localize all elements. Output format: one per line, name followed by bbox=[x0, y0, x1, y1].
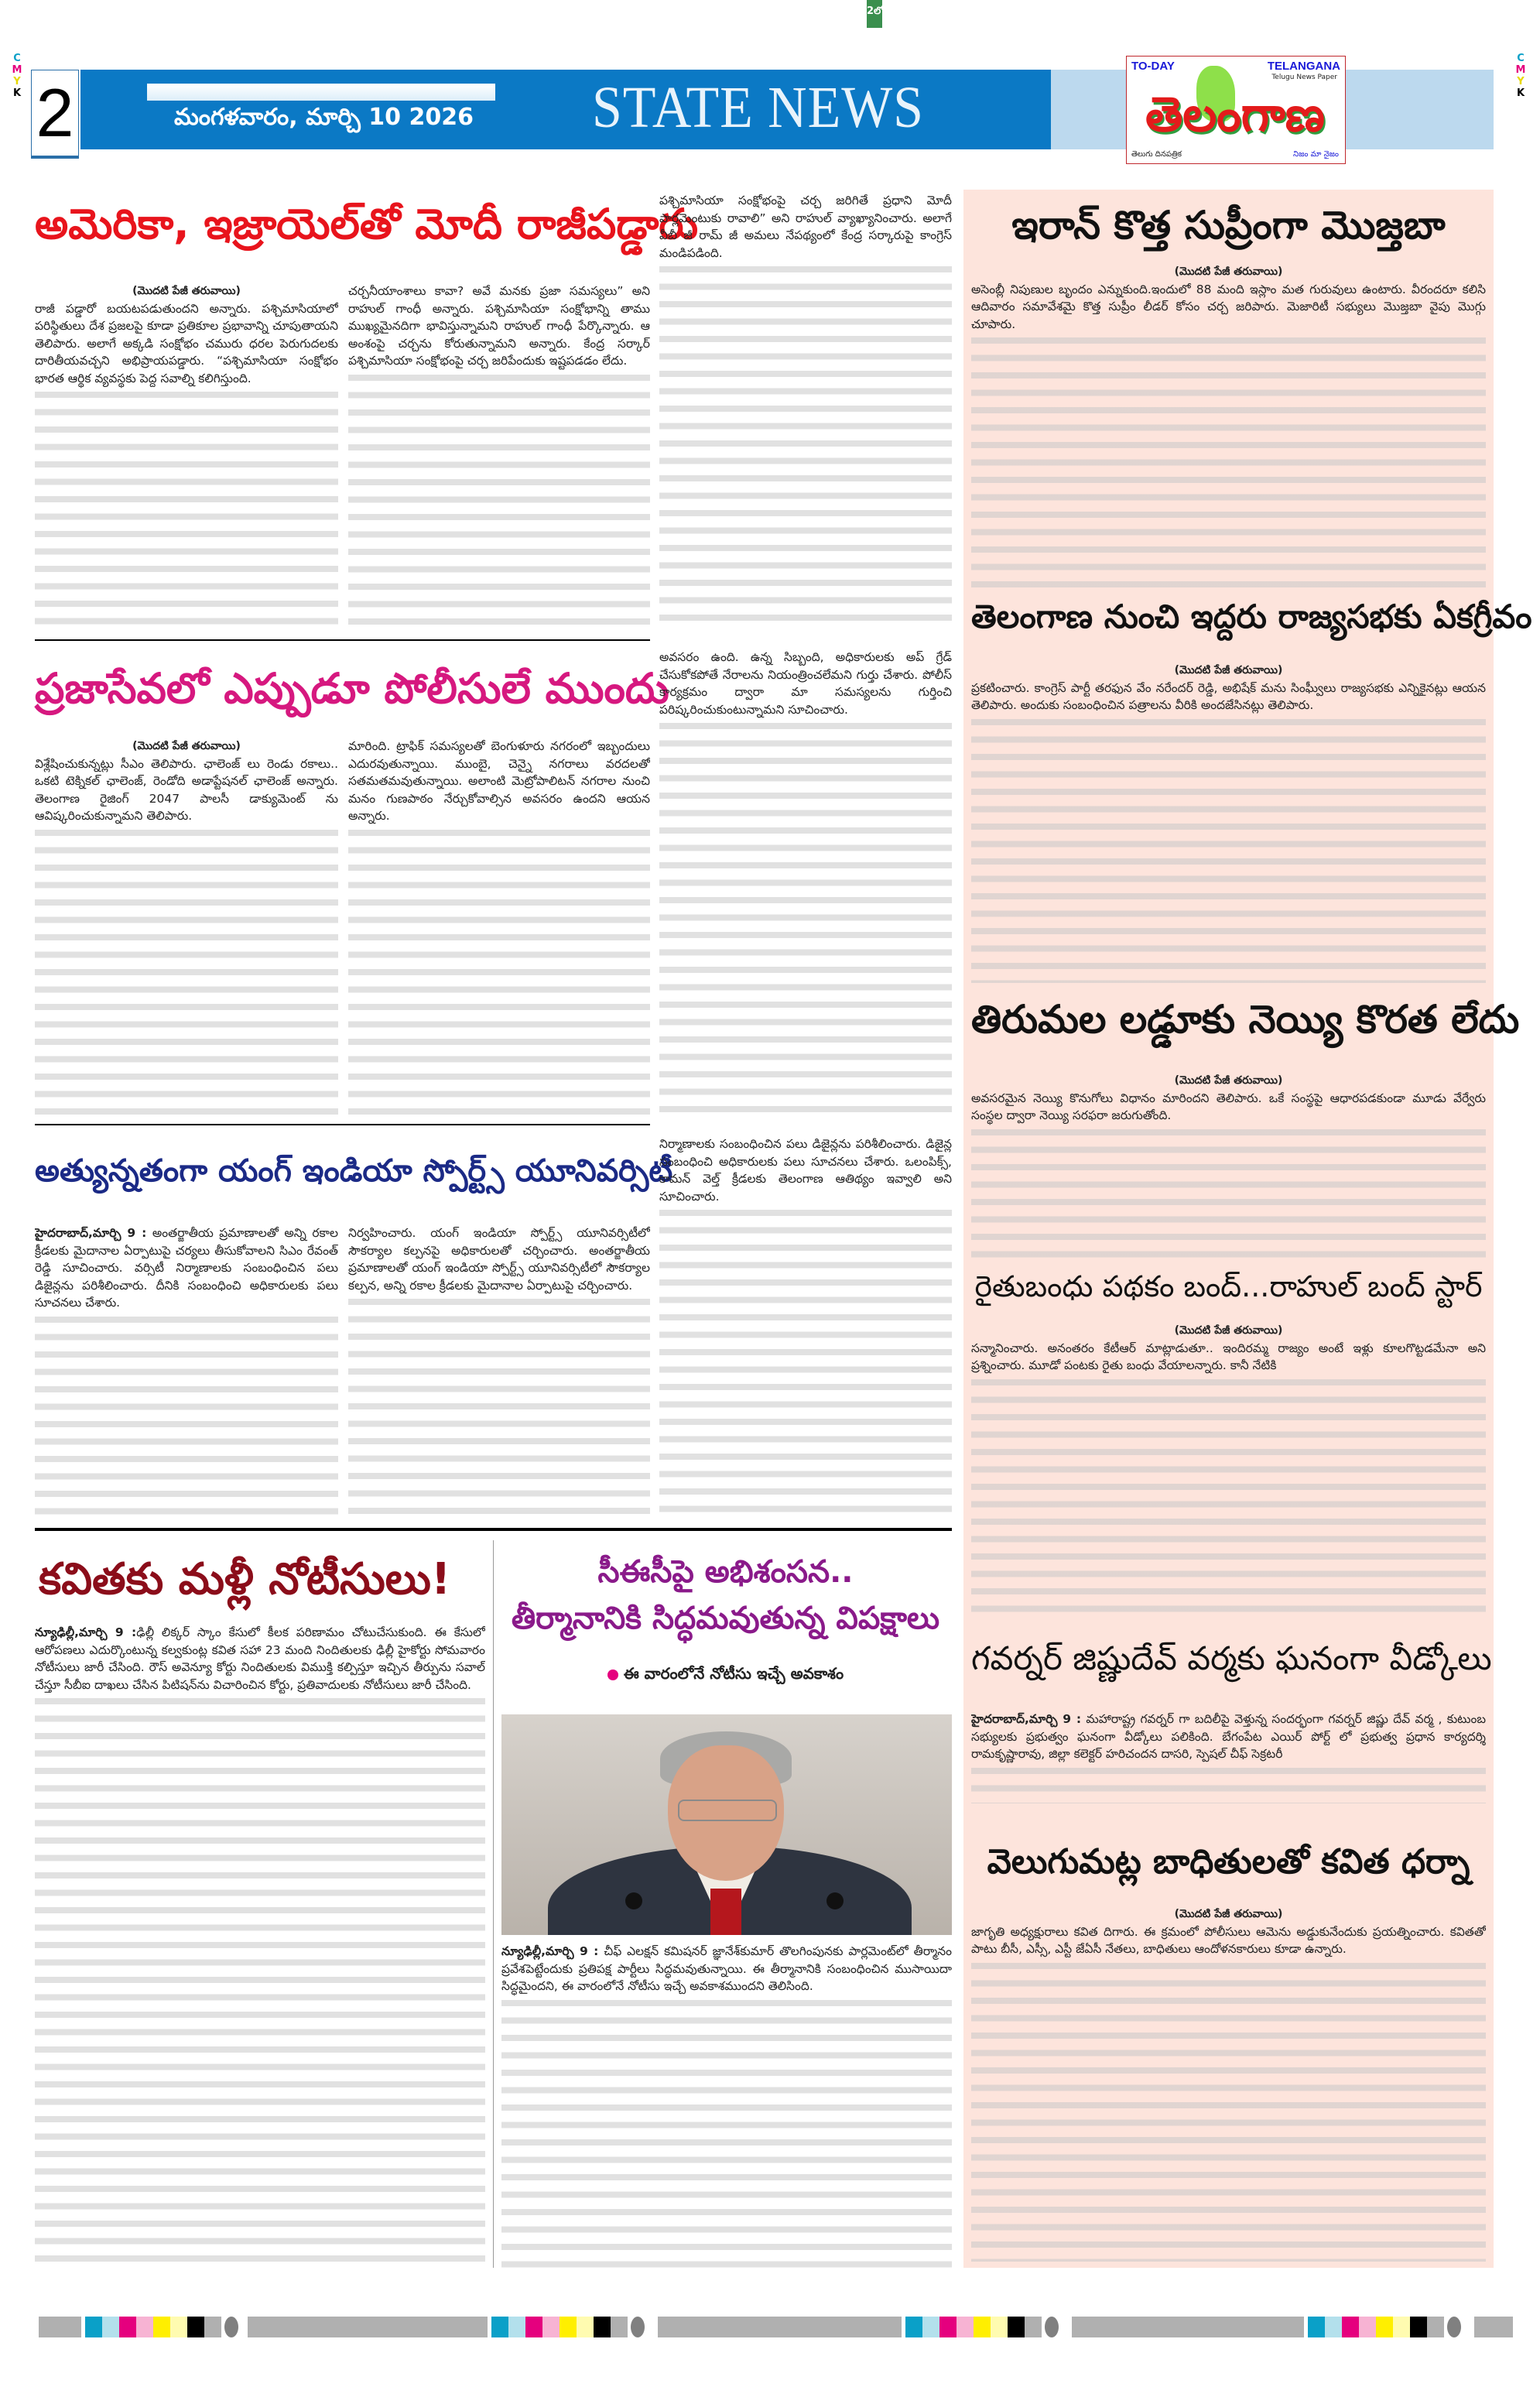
headline-cec-line1: సీఈసీపై అభిశంసన.. bbox=[597, 1554, 854, 1590]
text-filler bbox=[348, 1299, 650, 1519]
newspaper-logo bbox=[1126, 56, 1346, 164]
page-number: 2 bbox=[31, 70, 79, 159]
article-police-col2 bbox=[348, 738, 650, 1115]
text-filler bbox=[659, 266, 952, 631]
mark-m: M bbox=[1515, 64, 1526, 76]
article-rajyasabha bbox=[971, 662, 1486, 983]
article-sports-col2 bbox=[348, 1224, 650, 1519]
text-filler bbox=[971, 719, 1486, 984]
column-divider bbox=[493, 1540, 494, 2268]
article-text: పశ్చిమాసియా సంక్షోభంపై చర్చ జరిగితే ప్రధాని మోదీ పార్లమెంటుకు రావాలి” అని రాహుల్ వ్యాఖ్యానించారు. అలాగే వీబీ జీ రామ్ జీ అమలు నేపథ్యంలో కేంద్ర సర్కారుపై కాంగ్రెస్ మండిపడింది. bbox=[659, 193, 952, 260]
header-strip bbox=[147, 84, 495, 101]
divider bbox=[35, 1124, 650, 1125]
color-swatch bbox=[542, 2317, 560, 2337]
color-swatch bbox=[102, 2317, 119, 2337]
color-swatch bbox=[991, 2317, 1008, 2337]
article-kavitha-notice bbox=[35, 1624, 485, 2268]
article-dharna bbox=[971, 1906, 1486, 2262]
color-swatch bbox=[153, 2317, 170, 2337]
article-text: ఢిల్లీ లిక్కర్ స్కాం కేసులో కీలక పరిణామం చోటుచేసుకుంది. ఈ కేసులో ఆరోపణలు ఎదుర్కొంటున్న కల్వకుంట్ల కవిత సహా 23 మంది నిందితులకు ఢిల్లీ హైకోర్టు సోమవారం నోటీసులు జారీ చేసింది. రౌస్ అవెన్యూ కోర్టు నిందితులకు విముక్తి కల్పిస్తూ ఇచ్చిన తీర్పును సవాల్ చేస్తూ సీబీఐ దాఖలు చేసిన పిటిషన్‌ను విచారించిన కోర్టు, ప్రతివాదులకు నోటీసులు జారీ చేసింది. bbox=[35, 1625, 485, 1692]
registration-mark bbox=[631, 2317, 645, 2337]
color-swatch bbox=[560, 2317, 577, 2337]
bullet-icon bbox=[607, 1670, 618, 1680]
headline-sports: అత్యున్నతంగా యంగ్ ఇండియా స్పోర్ట్స్ యూనివర్సిటీ bbox=[35, 1153, 673, 1189]
article-police-col3 bbox=[659, 649, 952, 1115]
article-text: ప్రకటించారు. కాంగ్రెస్ పార్టీ తరఫున వేం నరేందర్ రెడ్డి, అభిషేక్ మను సింఘ్వీలు రాజ్యసభకు ఎన్నికైనట్లు ఆయన తెలిపారు. అందుకు సంబంధించిన పత్రాలను వీరికి అందజేసినట్లు తెలిపారు. bbox=[971, 680, 1486, 712]
page-jump-tag: 2లో bbox=[867, 0, 882, 28]
divider bbox=[35, 639, 650, 641]
headline-rajyasabha: తెలంగాణ నుంచి ఇద్దరు రాజ్యసభకు ఏకగ్రీవం bbox=[971, 598, 1532, 635]
color-swatch bbox=[85, 2317, 102, 2337]
text-filler bbox=[348, 830, 650, 1115]
mark-c: C bbox=[13, 53, 21, 64]
color-swatch bbox=[204, 2317, 221, 2337]
text-filler bbox=[971, 1963, 1486, 2262]
article-tirumala bbox=[971, 1072, 1486, 1258]
color-swatch bbox=[594, 2317, 611, 2337]
headline-cec-line2: తీర్మానానికి సిద్ధమవుతున్న విపక్షాలు bbox=[511, 1601, 940, 1636]
logo-footer-right: నిజం మా నైజం bbox=[1293, 150, 1339, 159]
color-swatch bbox=[1427, 2317, 1444, 2337]
color-swatch bbox=[1376, 2317, 1393, 2337]
gray-swatch bbox=[248, 2317, 488, 2337]
article-modi-col3 bbox=[659, 192, 952, 631]
logo-subtitle: Telugu News Paper bbox=[1271, 74, 1337, 81]
headline-dharna: వెలుగుమట్ల బాధితులతో కవిత ధర్నా bbox=[987, 1842, 1470, 1882]
color-swatch bbox=[1393, 2317, 1410, 2337]
mark-y: Y bbox=[13, 76, 21, 87]
text-filler bbox=[971, 1129, 1486, 1259]
divider-thick bbox=[35, 1528, 952, 1531]
article-text: మారింది. ట్రాఫిక్ సమస్యలతో బెంగుళూరు నగరంలో ఇబ్బందులు ఎదురవుతున్నాయి. ముంబై, చెన్నై నగరాలు వరదలతో సతమతమవుతున్నాయి. అలాంటి మెట్రోపాలిటన్ నగరాల నుంచి మనం గుణపాఠం నేర్చుకోవాల్సిన అవసరం ఉందని ఆయన అన్నారు. bbox=[348, 739, 650, 823]
mark-c: C bbox=[1517, 53, 1525, 64]
article-text: చర్చనీయాంశాలు కావా? అవే మనకు ప్రజా సమస్యలు” అని రాహుల్ గాంధీ అన్నారు. పశ్చిమాసియా సంక్షోభాన్ని తాము ముఖ్యమైనదిగా భావిస్తున్నామని రాహుల్ గాంధీ పేర్కొన్నారు. ఆ అంశంపై చర్చను కోరుతున్నామని అన్నారు. కేంద్ర సర్కార్ పశ్చిమాసియా సంక్షోభంపై చర్చ జరిపేందుకు ఇష్టపడడం లేదు. bbox=[348, 284, 650, 368]
article-text: అసెంబ్లీ నిపుణుల బృందం ఎన్నుకుంది.ఇందులో 88 మంది ఇస్లాం మత గురువులు ఉంటారు. వీరందరూ కలిసి ఆదివారం సమావేశమై కొత్త సుప్రీం లీడర్ కోసం చర్చ జరిపారు. మెజారిటీ సభ్యులు మొజ్తబా వైపు మొగ్గు చూపారు. bbox=[971, 282, 1486, 331]
color-swatch bbox=[187, 2317, 204, 2337]
color-swatch bbox=[1410, 2317, 1427, 2337]
continued-label: (మొదటి పేజీ తరువాయి) bbox=[1174, 1324, 1283, 1337]
color-swatch bbox=[1359, 2317, 1376, 2337]
color-swatch bbox=[1342, 2317, 1359, 2337]
article-text: రాజీ పడ్డారో బయటపడుతుందని అన్నారు. పశ్చిమాసియాలో పరిస్థితులు దేశ ప్రజలపై కూడా ప్రతికూల ప్రభావాన్ని చూపుతాయని తెలిపారు. అలాగే అక్కడి సంక్షోభం చమురు ధరల పెరుగుదలకు దారితీయవచ్చని అభిప్రాయపడ్డారు. “పశ్చిమాసియా సంక్షోభం భారత ఆర్థిక వ్యవస్థకు పెద్ద సవాల్ని కలిగిస్తుంది. bbox=[35, 301, 338, 385]
logo-footer-left: తెలుగు దినపత్రిక bbox=[1131, 150, 1182, 159]
color-swatch bbox=[1025, 2317, 1042, 2337]
headline-police: ప్రజాసేవలో ఎప్పుడూ పోలీసులే ముందు bbox=[35, 664, 669, 713]
article-text: అంతర్జాతీయ ప్రమాణాలతో అన్ని రకాల క్రీడలకు మైదానాల ఏర్పాటుపై చర్యలు తీసుకోవాలని సిఎం రేవంత్ రెడ్డి సూచించారు. వర్సిటీ నిర్మాణాలకు సంబంధించిన పలు డిజైన్లను పరిశీలించారు. దీనికి సంబంధించి అధికారులకు పలు సూచనలు చేశారు. bbox=[35, 1226, 338, 1310]
color-swatch bbox=[508, 2317, 525, 2337]
registration-mark bbox=[1447, 2317, 1461, 2337]
article-police-col1 bbox=[35, 738, 338, 1115]
gray-swatch bbox=[1072, 2317, 1304, 2337]
color-swatch bbox=[136, 2317, 153, 2337]
text-filler bbox=[971, 1768, 1486, 1804]
article-text: మహారాష్ట్ర గవర్నర్ గా బదిలీపై వెళ్తున్న సందర్భంగా గవర్నర్ జిష్ణు దేవ్ వర్మ , కుటుంబ సభ్యులకు ప్రభుత్వం ఘనంగా వీడ్కోలు పలికింది. బేగంపేట ఎయిర్ పోర్ట్ లో ప్రభుత్వ ప్రధాన కార్యదర్శి రామకృష్ణారావు, జిల్లా కలెక్టర్ హరిచందన దాసరి, స్పెషల్ చీఫ్ సెక్రటరీ bbox=[971, 1712, 1486, 1761]
color-swatch bbox=[974, 2317, 991, 2337]
color-swatch bbox=[170, 2317, 187, 2337]
article-text: అవసరమైన నెయ్యి కొనుగోలు విధానం మారిందని తెలిపారు. ఒకే సంస్థపై ఆధారపడకుండా మూడు వేర్వేరు సంస్థల ద్వారా నెయ్యి సరఫరా జరుగుతోంది. bbox=[971, 1091, 1486, 1122]
article-sports-col3 bbox=[659, 1135, 952, 1519]
article-governor bbox=[971, 1711, 1486, 1803]
headline-tirumala: తిరుమల లడ్డూకు నెయ్యి కొరత లేదు bbox=[971, 997, 1520, 1042]
text-filler bbox=[971, 337, 1486, 588]
continued-label: (మొదటి పేజీ తరువాయి) bbox=[132, 740, 241, 752]
article-iran bbox=[971, 263, 1486, 588]
bullet-text: ఈ వారంలోనే నోటీసు ఇచ్చే అవకాశం bbox=[623, 1664, 844, 1683]
mark-k: K bbox=[1516, 87, 1525, 99]
article-sports-col1 bbox=[35, 1224, 338, 1519]
text-filler bbox=[348, 375, 650, 632]
text-filler bbox=[659, 1210, 952, 1519]
continued-label: (మొదటి పేజీ తరువాయి) bbox=[1174, 1074, 1283, 1087]
text-filler bbox=[659, 723, 952, 1115]
gray-swatch bbox=[39, 2317, 81, 2337]
cec-bullet bbox=[499, 1664, 952, 1687]
continued-label: (మొదటి పేజీ తరువాయి) bbox=[1174, 664, 1283, 676]
color-swatch bbox=[119, 2317, 136, 2337]
continued-label: (మొదటి పేజీ తరువాయి) bbox=[1174, 1908, 1283, 1920]
print-color-bar bbox=[39, 2317, 1513, 2337]
article-text: నిర్వహించారు. యంగ్ ఇండియా స్పోర్ట్స్ యూనివర్సిటీలో సౌకర్యాల కల్పనపై అధికారులతో చర్చించారు. అంతర్జాతీయ ప్రమాణాలతో యంగ్ ఇండియా స్పోర్ట్స్ యూనివర్సిటీలో సౌకర్యాల కల్పన, అన్ని రకాల క్రీడలకు మైదానాల ఏర్పాటుపై చర్చించారు. bbox=[348, 1226, 650, 1293]
article-text: సన్మానించారు. అనంతరం కేటీఆర్ మాట్లాడుతూ.. ఇందిరమ్మ రాజ్యం అంటే ఇళ్లు కూలగొట్టడమేనా అని ప్రశ్నించారు. మూడో పంటకు రైతు బంధు వేయాలన్నారు. కానీ నేటికి bbox=[971, 1341, 1486, 1372]
dateline: హైదరాబాద్,మార్చి 9 : bbox=[971, 1712, 1082, 1726]
headline-rythubandhu: రైతుబంధు పథకం బంద్...రాహుల్ బంద్ స్టార్ bbox=[974, 1269, 1483, 1303]
headline-iran: ఇరాన్ కొత్త సుప్రీంగా మొజ్తబా bbox=[1011, 203, 1446, 248]
gray-swatch bbox=[658, 2317, 902, 2337]
cmyk-mark-left bbox=[12, 53, 22, 99]
registration-mark bbox=[1045, 2317, 1059, 2337]
article-text: జాగృతి అధ్యక్షురాలు కవిత దిగారు. ఈ క్రమంలో పోలీసులు ఆమెను అడ్డుకునేందుకు ప్రయత్నించారు. కవితతో పాటు బీసీ, ఎస్సీ, ఎస్టీ జేఏసీ నేతలు, బాధితులు ఆందోళనకారులు కూడా ఉన్నారు. bbox=[971, 1924, 1486, 1956]
dateline: న్యూఢిల్లీ,మార్చి 9 : bbox=[501, 1944, 599, 1958]
article-modi-col2 bbox=[348, 283, 650, 631]
cec-photo bbox=[501, 1714, 952, 1935]
dateline: న్యూఢిల్లీ,మార్చి 9 : bbox=[35, 1625, 137, 1639]
color-swatch bbox=[577, 2317, 594, 2337]
text-filler bbox=[35, 830, 338, 1115]
logo-telangana: TELANGANA bbox=[1267, 60, 1340, 73]
article-rythubandhu bbox=[971, 1322, 1486, 1612]
registration-mark bbox=[224, 2317, 238, 2337]
microphone-icon bbox=[826, 1892, 844, 1909]
mark-m: M bbox=[12, 64, 22, 76]
photo-tie bbox=[710, 1889, 741, 1935]
color-swatch bbox=[1325, 2317, 1342, 2337]
dateline: హైదరాబాద్,మార్చి 9 : bbox=[35, 1226, 147, 1240]
color-swatch bbox=[611, 2317, 628, 2337]
article-text: నిర్మాణాలకు సంబంధించిన పలు డిజైన్లను పరిశీలించారు. డిజైన్ల సంబంధించి అధికారులకు పలు సూచనలు చేశారు. ఒలంపిక్స్, కామన్ వెల్త్ క్రీడలకు తెలంగాణ ఆతిథ్యం ఇవ్వాలి అని సూచించారు. bbox=[659, 1137, 952, 1204]
color-swatch bbox=[939, 2317, 957, 2337]
article-text: విశ్లేషించుకున్నట్లు సీఎం తెలిపారు. ఛాలెంజ్ లు రెండు రకాలు.. ఒకటి టెక్నికల్ ఛాలెంజ్, రెండోది అడాప్టేషనల్ ఛాలెంజ్ అన్నారు. తెలంగాణ రైజింగ్ 2047 పాలసీ డాక్యుమెంట్ ను ఆవిష్కరించుకున్నామని తెలిపారు. bbox=[35, 756, 338, 823]
photo-glasses bbox=[678, 1800, 777, 1821]
logo-name: తెలంగాణ bbox=[1145, 86, 1325, 142]
microphone-icon bbox=[625, 1892, 642, 1909]
color-swatch bbox=[491, 2317, 508, 2337]
article-cec bbox=[501, 1943, 952, 2268]
color-swatch bbox=[1308, 2317, 1325, 2337]
text-filler bbox=[971, 1379, 1486, 1613]
continued-label: (మొదటి పేజీ తరువాయి) bbox=[1174, 265, 1283, 278]
color-swatch bbox=[905, 2317, 922, 2337]
headline-kavitha-notice: కవితకు మళ్లీ నోటీసులు! bbox=[39, 1554, 451, 1604]
text-filler bbox=[501, 2000, 952, 2269]
text-filler bbox=[35, 1698, 485, 2268]
logo-today: TO-DAY bbox=[1131, 60, 1175, 73]
color-swatch bbox=[525, 2317, 542, 2337]
text-filler bbox=[35, 392, 338, 631]
color-swatch bbox=[1008, 2317, 1025, 2337]
color-swatch bbox=[922, 2317, 939, 2337]
mark-y: Y bbox=[1517, 76, 1525, 87]
mark-k: K bbox=[12, 87, 22, 99]
continued-label: (మొదటి పేజీ తరువాయి) bbox=[132, 285, 241, 297]
issue-date: మంగళవారం, మార్చి 10 2026 bbox=[174, 104, 474, 131]
text-filler bbox=[35, 1317, 338, 1519]
cmyk-mark-right bbox=[1515, 53, 1526, 99]
headline-modi: అమెరికా, ఇజ్రాయెల్‌తో మోదీ రాజీపడ్డారు bbox=[35, 200, 699, 248]
gray-swatch bbox=[1474, 2317, 1513, 2337]
color-swatch bbox=[957, 2317, 974, 2337]
article-modi-col1 bbox=[35, 283, 338, 631]
article-text: అవసరం ఉంది. ఉన్న సిబ్బంది, అధికారులకు అప్ గ్రేడ్ చేసుకోకపోతే నేరాలను నియంత్రించలేమని గుర్తు చేశారు. పోలీస్ కార్యక్రమం ద్వారా మా సమస్యలను గుర్తించి పరిష్కరించుకుంటున్నామని సూచించారు. bbox=[659, 650, 952, 717]
headline-governor: గవర్నర్ జిష్ణుదేవ్ వర్మకు ఘనంగా వీడ్కోలు bbox=[971, 1639, 1492, 1677]
article-text: చీఫ్ ఎలక్షన్ కమిషనర్ జ్ఞానేశ్‌కుమార్ తొలగింపునకు పార్లమెంట్‌లో తీర్మానం ప్రవేశపెట్టేందుకు ప్రతిపక్ష పార్టీలు సిద్ధమవుతున్నాయి. ఈ తీర్మానానికి సంబంధించిన ముసాయిదా సిద్ధమైందని, ఈ వారంలోనే నోటీసు ఇచ్చే అవకాశముందని తెలిసింది. bbox=[501, 1944, 952, 1993]
section-title: STATE NEWS bbox=[592, 75, 924, 140]
